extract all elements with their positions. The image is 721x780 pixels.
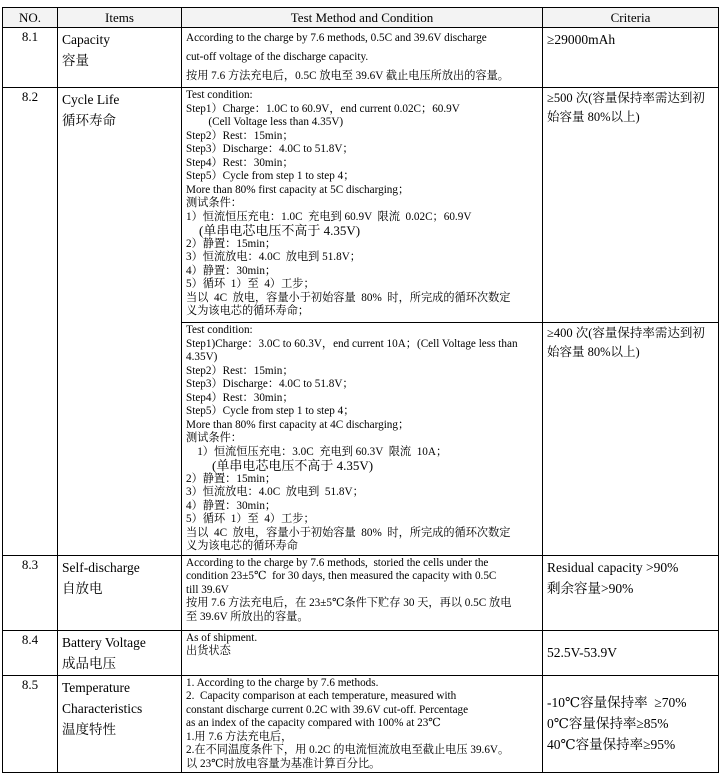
criteria-line: -10℃容量保持率 ≥70%	[547, 695, 687, 711]
item-name-cn: 自放电	[62, 580, 103, 596]
method-cell	[182, 323, 543, 556]
method-line: According to the charge by 7.6 methods, storied the cells under the	[186, 556, 489, 569]
item-cell	[58, 675, 182, 773]
item-name-en: Temperature	[62, 679, 131, 695]
criteria-line: 40℃容量保持率≥95%	[547, 737, 676, 753]
method-line: 当以 4C 放电，容量小于初始容量 80% 时，所完成的循环次数定	[186, 291, 511, 304]
header-test-method: Test Method and Condition	[182, 8, 543, 28]
method-line: 测试条件：	[186, 197, 242, 209]
method-line: 3）恒流放电：4.0C 放电到 51.8V；	[186, 486, 364, 498]
method-line: 出货状态	[186, 645, 231, 657]
item-name-cn: 循环寿命	[62, 113, 116, 128]
item-name-en: Characteristics	[62, 700, 143, 716]
method-line: condition 23±5℃ for 30 days, then measured the capacity with 0.5C	[186, 570, 497, 582]
table-row-8-1	[3, 28, 719, 88]
header-no: NO.	[3, 8, 58, 28]
table-row-8-4	[3, 630, 719, 675]
method-line: 5）循环 1）至 4）工步；	[186, 513, 315, 525]
method-line: 义为该电芯的循环寿命	[186, 540, 298, 552]
criteria-cell	[543, 675, 719, 773]
method-line: till 39.6V	[186, 583, 229, 596]
method-line: 1. According to the charge by 7.6 methods.	[186, 676, 379, 689]
item-name-cn: 温度特性	[62, 721, 116, 737]
table-row-8-2-a	[3, 88, 719, 323]
method-line: Step4）Rest：30min；	[186, 156, 294, 169]
specification-table	[2, 7, 719, 773]
method-line: 2）静置：15min；	[186, 237, 277, 250]
method-cell	[182, 88, 543, 323]
table-row-8-3	[3, 555, 719, 630]
method-line: 1）恒流恒压充电：1.0C 充电到 60.9V 限流 0.02C；60.9V	[186, 210, 472, 223]
item-cell	[58, 630, 182, 675]
criteria-cell	[543, 630, 719, 675]
row-number: 8.1	[3, 28, 58, 88]
header-row	[3, 8, 719, 28]
item-name-en: Cycle Life	[62, 92, 120, 107]
method-line: Step3）Discharge：4.0C to 51.8V；	[186, 143, 354, 155]
method-line: Step3）Discharge：4.0C to 51.8V；	[186, 378, 354, 390]
method-line: Step1)Charge：3.0C to 60.3V，end current 10A；(Cell Voltage less than	[186, 337, 518, 350]
method-line: Test condition:	[186, 324, 253, 336]
method-line: According to the charge by 7.6 methods, 0.5C and 39.6V discharge	[186, 32, 487, 44]
method-line: 义为该电芯的循环寿命；	[186, 305, 310, 317]
method-line: 按用 7.6 方法充电后，0.5C 放电至 39.6V 截止电压所放出的容量。	[186, 70, 509, 82]
method-line: More than 80% first capacity at 4C discharging；	[186, 418, 410, 431]
method-line: cut-off voltage of the discharge capacity.	[186, 51, 369, 63]
criteria-cell	[543, 28, 719, 88]
method-line: Step5）Cycle from step 1 to step 4；	[186, 405, 355, 417]
method-line: 当以 4C 放电，容量小于初始容量 80% 时，所完成的循环次数定	[186, 526, 511, 539]
method-line: (Cell Voltage less than 4.35V)	[186, 116, 344, 128]
method-line: 4）静置：30min；	[186, 264, 277, 277]
row-number: 8.4	[3, 630, 58, 675]
method-line: 3）恒流放电：4.0C 放电到 51.8V；	[186, 251, 361, 263]
method-line: as an index of the capacity compared with 100% at 23℃	[186, 717, 441, 729]
header-criteria: Criteria	[543, 8, 719, 28]
criteria-cell	[543, 555, 719, 630]
method-line: 至 39.6V 所放出的容量。	[186, 610, 309, 623]
item-name-en: Self-discharge	[62, 559, 140, 575]
method-line: Step1）Charge：1.0C to 60.9V，end current 0.02C；60.9V	[186, 102, 460, 115]
method-line: Step2）Rest：15min；	[186, 364, 294, 377]
method-line: Step5）Cycle from step 1 to step 4；	[186, 170, 355, 182]
item-name-cn: 容量	[62, 53, 89, 68]
criteria-line: ≥29000mAh	[547, 32, 616, 47]
method-line: Step4）Rest：30min；	[186, 391, 294, 404]
method-line: 2.在不同温度条件下，用 0.2C 的电流恒流放电至截止电压 39.6V。	[186, 744, 510, 756]
method-line: constant discharge current 0.2C with 39.6V cut-off. Percentage	[186, 703, 469, 716]
criteria-line: 始容量 80%以上)	[547, 345, 640, 359]
row-number: 8.2	[3, 88, 58, 556]
method-cell	[182, 555, 543, 630]
item-cell	[58, 28, 182, 88]
method-cell	[182, 630, 543, 675]
method-line: 4.35V)	[186, 351, 218, 363]
method-line: 2）静置：15min；	[186, 472, 277, 485]
method-line: (单串电芯电压不高于 4.35V)	[186, 223, 361, 238]
criteria-cell	[543, 323, 719, 556]
item-cell	[58, 555, 182, 630]
item-name-en: Capacity	[62, 32, 110, 47]
item-name-en: Battery Voltage	[62, 634, 146, 650]
method-cell	[182, 28, 543, 88]
method-line: Test condition:	[186, 89, 253, 101]
row-number: 8.3	[3, 555, 58, 630]
criteria-line: Residual capacity >90%	[547, 559, 679, 575]
criteria-line: 0℃容量保持率≥85%	[547, 716, 669, 732]
criteria-line: ≥400 次(容量保持率需达到初	[547, 326, 705, 340]
criteria-line: ≥500 次(容量保持率需达到初	[547, 91, 705, 105]
method-line: 按用 7.6 方法充电后，在 23±5℃条件下贮存 30 天，再以 0.5C 放电	[186, 597, 512, 609]
method-line: As of shipment.	[186, 631, 258, 644]
method-line: (单串电芯电压不高于 4.35V)	[186, 458, 374, 473]
row-number: 8.5	[3, 675, 58, 773]
method-cell	[182, 675, 543, 773]
header-items: Items	[58, 8, 182, 28]
item-name-cn: 成品电压	[62, 655, 116, 671]
method-line: 以 23℃时放电容量为基准计算百分比。	[186, 757, 381, 770]
criteria-line: 剩余容量>90%	[547, 580, 634, 596]
method-line: 测试条件：	[186, 432, 242, 444]
method-line: More than 80% first capacity at 5C discharging；	[186, 183, 410, 196]
method-line: Step2）Rest：15min；	[186, 129, 294, 142]
criteria-line: 52.5V-53.9V	[547, 645, 618, 660]
method-line: 4）静置：30min；	[186, 499, 277, 512]
table-row-8-5	[3, 675, 719, 773]
criteria-cell	[543, 88, 719, 323]
method-line: 1.用 7.6 方法充电后，	[186, 730, 293, 743]
criteria-line: 始容量 80%以上)	[547, 110, 640, 124]
method-line: 1）恒流恒压充电：3.0C 充电到 60.3V 限流 10A；	[186, 445, 448, 458]
method-line: 5）循环 1）至 4）工步；	[186, 278, 315, 290]
method-line: 2. Capacity comparison at each temperature, measured with	[186, 690, 457, 702]
item-cell	[58, 88, 182, 556]
